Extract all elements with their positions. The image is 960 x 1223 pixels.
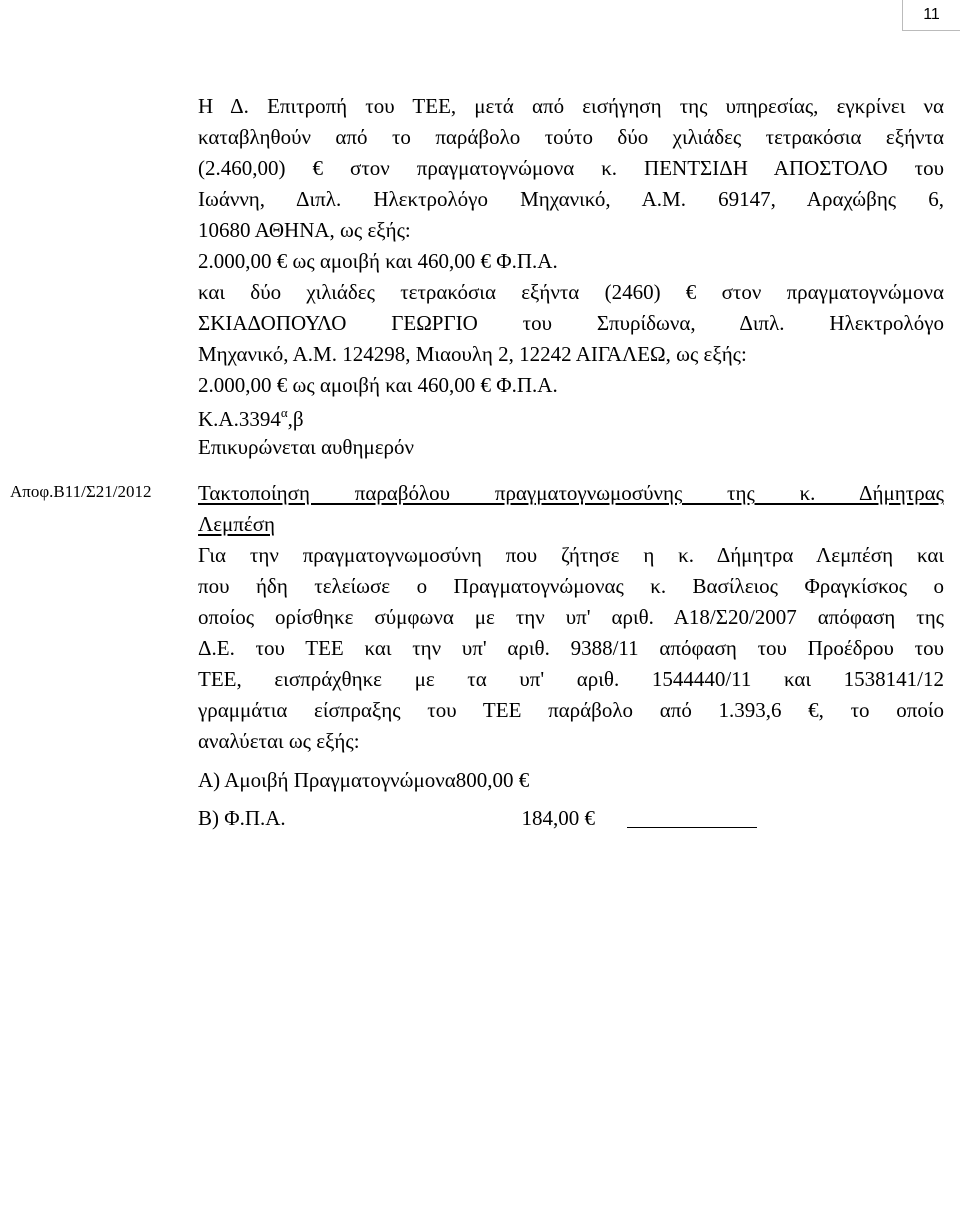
paragraph-line: που ήδη τελείωσε ο Πραγματογνώμονας κ. Βασίλειος Φραγκίσκος ο (198, 574, 944, 598)
paragraph-line: καταβληθούν από το παράβολο τούτο δύο χιλιάδες τετρακόσια εξήντα (198, 125, 944, 149)
decision-label: Αποφ.Β11/Σ21/2012 (10, 482, 152, 501)
paragraph-line: 2.000,00 € ως αμοιβή και 460,00 € Φ.Π.Α. (198, 373, 558, 397)
fee-value-b: 184,00 € (521, 806, 595, 830)
paragraph-line: 2.000,00 € ως αμοιβή και 460,00 € Φ.Π.Α. (198, 249, 558, 273)
paragraph-line: Μηχανικό, Α.Μ. 124298, Μιαουλη 2, 12242 ΑΙΓΑΛΕΩ, ως εξής: (198, 342, 747, 366)
paragraph-line: και δύο χιλιάδες τετρακόσια εξήντα (2460) € στον πραγματογνώμονα (198, 280, 944, 304)
paragraph-line: Δ.Ε. του ΤΕΕ και την υπ' αριθ. 9388/11 απόφαση του Προέδρου του (198, 636, 944, 660)
paragraph-line: Η Δ. Επιτροπή του ΤΕΕ, μετά από εισήγηση της υπηρεσίας, εγκρίνει να (198, 94, 944, 118)
paragraph-line: γραμμάτια είσπραξης του ΤΕΕ παράβολο από 1.393,6 €, το οποίο (198, 698, 944, 722)
paragraph-line: ΤΕΕ, εισπράχθηκε με τα υπ' αριθ. 1544440/11 και 1538141/12 (198, 667, 944, 691)
decision-title: Λεμπέση (198, 512, 276, 536)
paragraph-line: ΣΚΙΑΔΟΠΟΥΛΟ ΓΕΩΡΓΙΟ του Σπυρίδωνα, Διπλ. Ηλεκτρολόγο (198, 311, 944, 335)
fee-line-a: Α) Αμοιβή Πραγματογνώμονα800,00 € (198, 768, 530, 792)
subtotal-rule (627, 827, 757, 828)
ratified-note: Επικυρώνεται αυθημερόν (198, 435, 415, 459)
paragraph-line: αναλύεται ως εξής: (198, 729, 360, 753)
page-number: 11 (902, 0, 960, 31)
decision-title: Τακτοποίηση παραβόλου πραγματογνωμοσύνης της κ. Δήμητρας (198, 481, 944, 505)
paragraph-line: οποίος ορίσθηκε σύμφωνα με την υπ' αριθ. Α18/Σ20/2007 απόφαση της (198, 605, 944, 629)
paragraph-line: Ιωάννη, Διπλ. Ηλεκτρολόγο Μηχανικό, Α.Μ. 69147, Αραχώβης 6, (198, 187, 944, 211)
budget-code: $K.A.3394^\alpha,\beta$ (198, 405, 304, 431)
paragraph-line: (2.460,00) € στον πραγματογνώμονα κ. ΠΕΝΤΣΙΔΗ ΑΠΟΣΤΟΛΟ του (198, 156, 944, 180)
paragraph-line: Για την πραγματογνωμοσύνη που ζήτησε η κ. Δήμητρα Λεμπέση και (198, 543, 944, 567)
fee-label-b: Β) Φ.Π.Α. (198, 806, 286, 830)
paragraph-line: 10680 ΑΘΗΝΑ, ως εξής: (198, 218, 411, 242)
